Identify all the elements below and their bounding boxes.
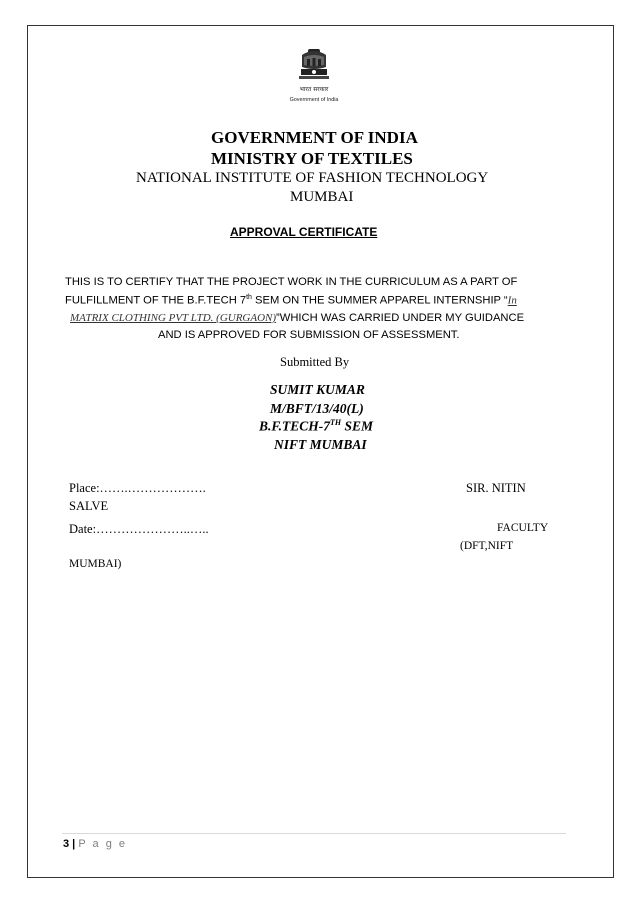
header-city: MUMBAI	[290, 189, 354, 205]
emblem-caption: Government of India	[289, 97, 339, 103]
guide-dept: (DFT,NIFT	[460, 540, 514, 552]
guide-name: SIR. NITIN	[466, 481, 526, 495]
certificate-text-line3	[70, 312, 524, 324]
page-separator: |	[69, 838, 79, 850]
certificate-text-line2b: SEM ON THE SUMMER APPAREL INTERNSHIP “	[251, 294, 508, 307]
student-roll: M/BFT/13/40(L)	[270, 401, 364, 416]
page-word: P a g e	[78, 838, 127, 850]
emblem-of-india-icon	[286, 45, 342, 113]
certificate-text-line3b: ”WHICH WAS CARRIED UNDER MY GUIDANCE	[276, 312, 525, 324]
certificate-text-line1: THIS IS TO CERTIFY THAT THE PROJECT WORK IN THE CURRICULUM AS A PART OF	[65, 276, 518, 288]
student-course	[259, 418, 373, 435]
company-name: MATRIX CLOTHING PVT LTD. (GURGAON)	[70, 312, 277, 324]
page-number: 3	[63, 838, 70, 850]
header-ministry: MINISTRY OF TEXTILES	[211, 149, 413, 168]
header-institute: NATIONAL INSTITUTE OF FASHION TECHNOLOGY	[136, 170, 489, 186]
date-field: Date:…………………..…..	[69, 522, 209, 536]
certificate-text-line2a: FULFILLMENT OF THE B.F.TECH 7	[65, 294, 247, 307]
page-footer	[63, 838, 127, 850]
emblem-hindi-caption: भारत सरकार	[299, 86, 329, 93]
student-name: SUMIT KUMAR	[270, 382, 365, 397]
company-name-start: In	[507, 294, 517, 307]
guide-role: FACULTY	[497, 522, 549, 534]
header-government: GOVERNMENT OF INDIA	[211, 128, 418, 147]
course-suffix: TH	[330, 418, 342, 427]
certificate-text-line4: AND IS APPROVED FOR SUBMISSION OF ASSESSMENT.	[158, 329, 460, 341]
course-name: B.F.TECH-7	[259, 418, 331, 434]
certificate-title: APPROVAL CERTIFICATE	[230, 225, 378, 239]
footer-divider	[62, 833, 566, 834]
certificate-text-line2	[65, 294, 517, 307]
submitted-by-label: Submitted By	[280, 355, 350, 369]
place-field: Place:…….……………….	[69, 481, 206, 495]
guide-surname: SALVE	[69, 499, 109, 513]
guide-city: MUMBAI)	[69, 558, 122, 570]
ordinal-suffix: th	[246, 294, 252, 301]
course-sem: SEM	[341, 418, 374, 434]
student-institute: NIFT MUMBAI	[274, 437, 367, 452]
